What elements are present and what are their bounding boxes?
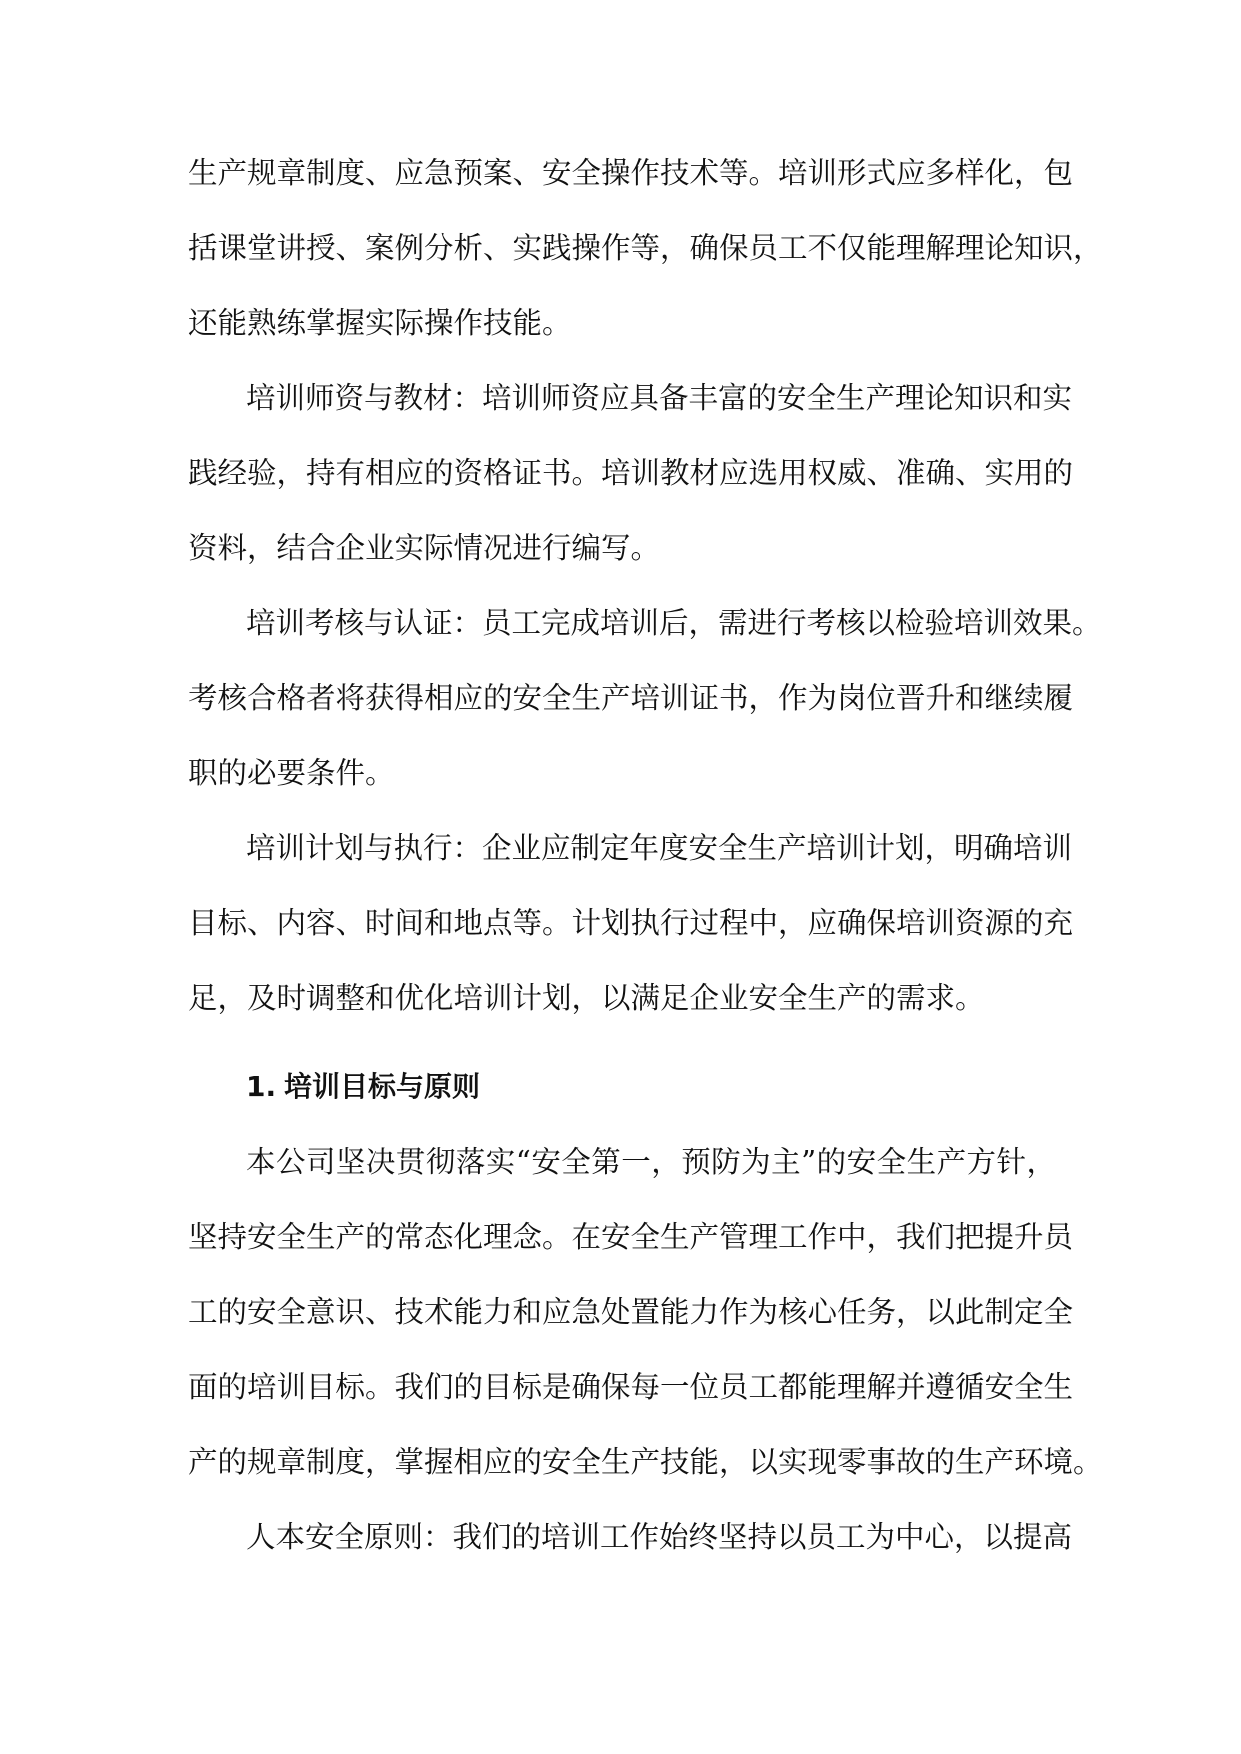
text-line: 足，及时调整和优化培训计划，以满足企业安全生产的需求。 [188,981,985,1015]
text-line: 培训师资与教材：培训师资应具备丰富的安全生产理论知识和实 [246,381,1073,415]
text-line: 践经验，持有相应的资格证书。培训教材应选用权威、准确、实用的 [188,456,1074,490]
paragraph [188,142,1103,367]
paragraph [188,1131,1103,1506]
document-page [188,142,1103,1581]
text-line: 培训考核与认证：员工完成培训后，需进行考核以检验培训效果。 [246,606,1102,640]
text-line: 还能熟练掌握实际操作技能。 [188,306,572,340]
text-line: 人本安全原则：我们的培训工作始终坚持以员工为中心，以提高 [246,1520,1073,1554]
section-title: 培训目标与原则 [284,1070,481,1103]
text-line: 工的安全意识、技术能力和应急处置能力作为核心任务，以此制定全 [188,1295,1074,1329]
section-heading [188,1056,1056,1131]
text-line: 生产规章制度、应急预案、安全操作技术等。培训形式应多样化，包 [188,156,1074,190]
text-line: 产的规章制度，掌握相应的安全生产技能，以实现零事故的生产环境。 [188,1445,1103,1479]
text-line: 坚持安全生产的常态化理念。在安全生产管理工作中，我们把提升员 [188,1220,1074,1254]
paragraph [188,1506,1073,1581]
text-line: 面的培训目标。我们的目标是确保每一位员工都能理解并遵循安全生 [188,1370,1074,1404]
text-line: 括课堂讲授、案例分析、实践操作等，确保员工不仅能理解理论知识， [188,231,1103,265]
text-line: 资料，结合企业实际情况进行编写。 [188,531,661,565]
text-line: 培训计划与执行：企业应制定年度安全生产培训计划，明确培训 [246,831,1073,865]
text-line: 本公司坚决贯彻落实“安全第一，预防为主”的安全生产方针， [246,1145,1056,1179]
section-number: 1. [246,1070,277,1103]
text-line: 考核合格者将获得相应的安全生产培训证书，作为岗位晋升和继续履 [188,681,1074,715]
paragraph [188,592,1102,817]
paragraph [188,817,1074,1042]
paragraph [188,367,1074,592]
text-line: 目标、内容、时间和地点等。计划执行过程中，应确保培训资源的充 [188,906,1074,940]
text-line: 职的必要条件。 [188,756,395,790]
